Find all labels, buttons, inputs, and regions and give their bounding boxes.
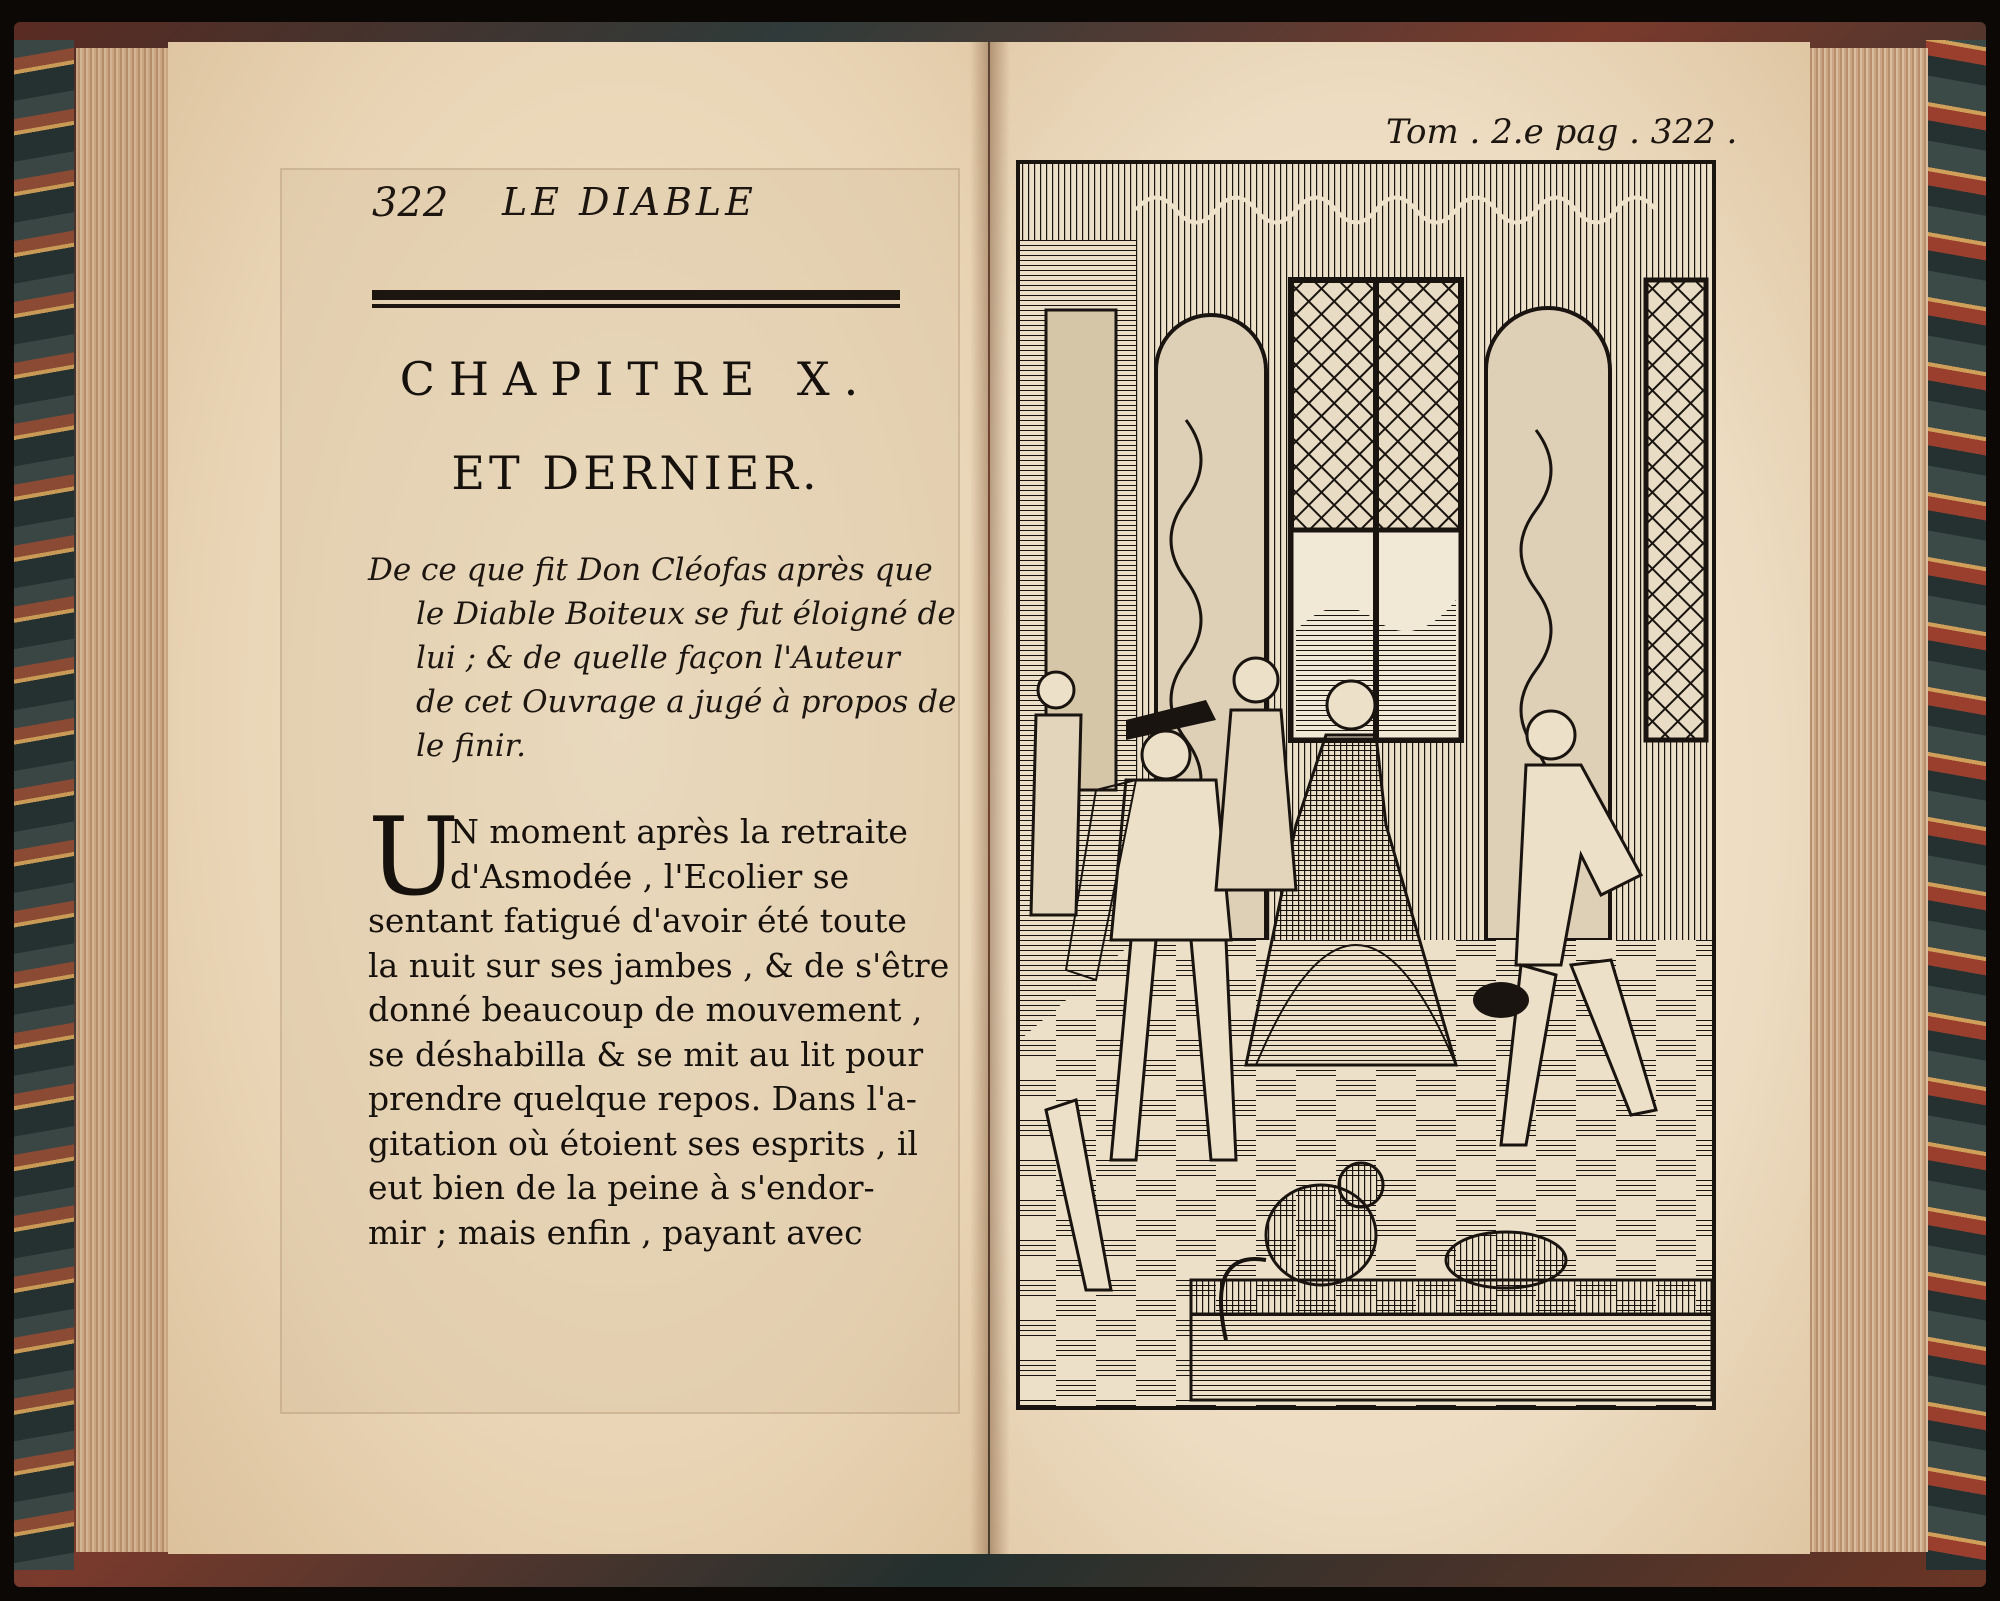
summary-line: lui ; & de quelle façon l'Auteur: [416, 640, 900, 676]
body-line: la nuit sur ses jambes , & de s'être: [368, 945, 950, 985]
header-rule: [372, 290, 900, 310]
body-line: se déshabilla & se mit au lit pour: [368, 1034, 924, 1074]
body-line: mir ; mais enfin , payant avec: [368, 1212, 863, 1252]
summary-line: le finir.: [416, 728, 526, 764]
chapter-summary: [368, 548, 957, 768]
running-head: [372, 180, 892, 236]
body-line: gitation où étoient ses esprits , il: [368, 1123, 918, 1163]
body-line: d'Asmodée , l'Ecolier se: [450, 856, 850, 896]
body-line: N moment après la retraite: [450, 812, 908, 851]
book-gutter: [970, 42, 1010, 1554]
summary-line: le Diable Boiteux se fut éloigné de: [416, 596, 956, 632]
running-title: LE DIABLE: [502, 180, 757, 224]
drop-cap: U: [368, 795, 460, 920]
body-line: donné beaucoup de mouvement ,: [368, 990, 923, 1029]
rule-thick: [372, 290, 900, 300]
body-line: sentant fatigué d'avoir été toute: [368, 901, 907, 940]
marbled-cover-right: [1926, 40, 1986, 1570]
page-edges-right: [1808, 48, 1928, 1552]
engraving-plate: [1016, 160, 1716, 1410]
body-text: [368, 795, 950, 1255]
page-edges-left: [76, 48, 171, 1552]
summary-line: De ce que fit Don Cléofas après que: [368, 552, 933, 588]
rule-thin: [372, 304, 900, 308]
page-number: 322: [372, 180, 449, 226]
chapter-title: CHAPITRE X.: [399, 352, 873, 406]
marbled-cover-left: [14, 40, 74, 1570]
body-line: prendre quelque repos. Dans l'a-: [368, 1079, 917, 1118]
chapter-subtitle: ET DERNIER.: [451, 446, 821, 500]
body-line: eut bien de la peine à s'endor-: [368, 1168, 875, 1207]
plate-caption: Tom . 2.e pag . 322 .: [1386, 112, 1738, 152]
summary-line: de cet Ouvrage a jugé à propos de: [416, 684, 957, 720]
